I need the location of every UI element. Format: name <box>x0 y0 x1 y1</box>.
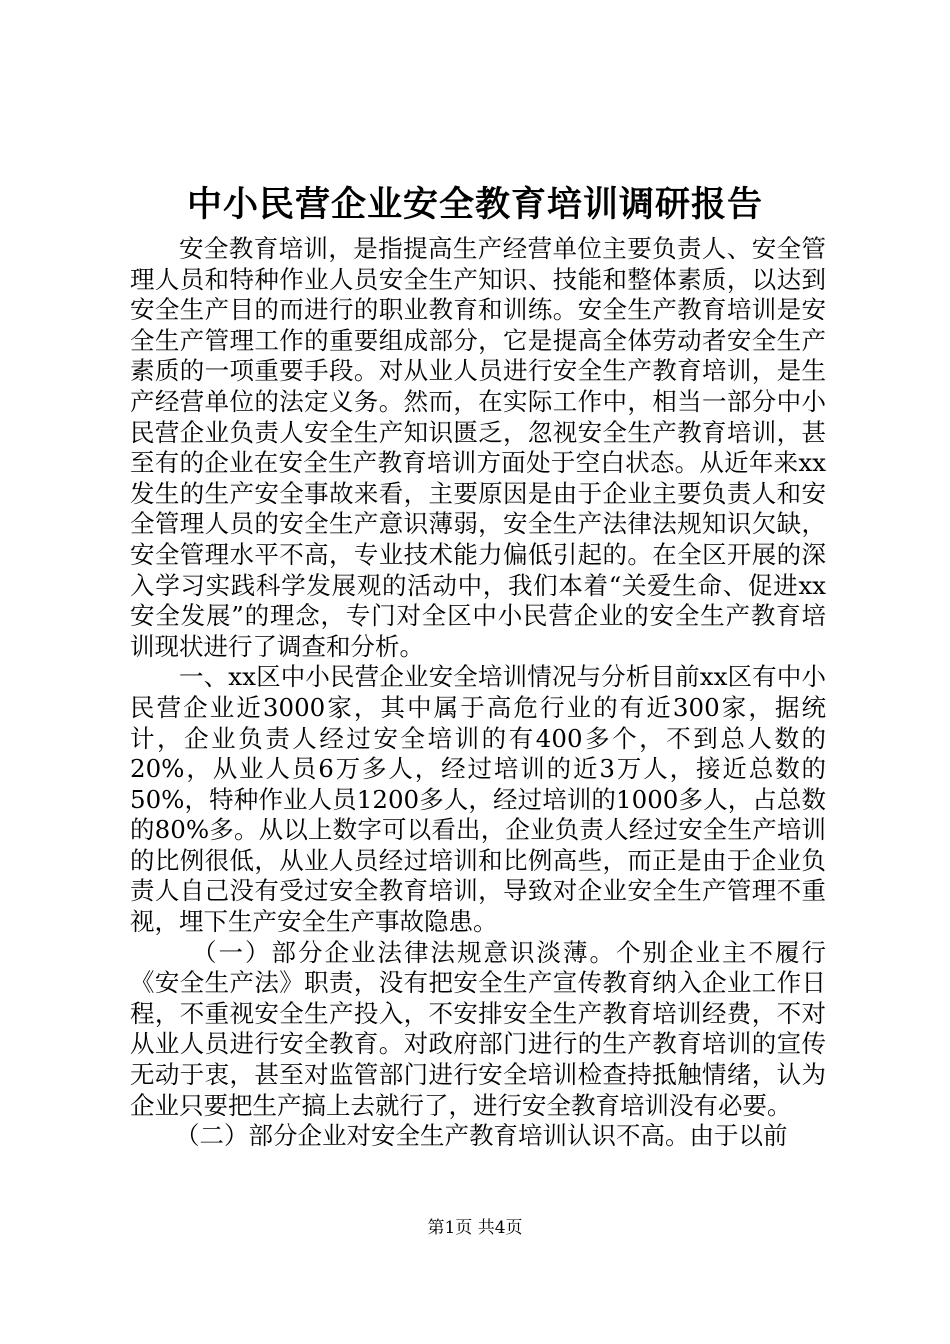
paragraph-section-1: 一、xx区中小民营企业安全培训情况与分析目前xx区有中小民营企业近3000家，其中属于高危行业的有近300家，据统计，企业负责人经过安全培训的有400多个，不到总人数的20%，从业人员6万多人，经过培训的近3万人，接近总数的50%，特种作业人员1200多人，经过培训的1000多人，占总数的80%多。从以上数字可以看出，企业负责人经过安全生产培训的比例很低，从业人员经过培训和比例高些，而正是由于企业负责人自己没有受过安全教育培训，导致对企业安全生产管理不重视，埋下生产安全生产事故隐患。 <box>130 662 826 937</box>
paragraph-subsection-2: （二）部分企业对安全生产教育培训认识不高。由于以前 <box>175 1121 788 1151</box>
document-title: 中小民营企业安全教育培训调研报告 <box>186 184 763 225</box>
paragraph-subsection-1: （一）部分企业法律法规意识淡薄。个别企业主不履行《安全生产法》职责，没有把安全生产宣传教育纳入企业工作日程，不重视安全生产投入，不安排安全生产教育培训经费，不对从业人员进行安全教育。对政府部门进行的生产教育培训的宣传无动于衷，甚至对监管部门进行安全培训检查持抵触情绪，认为企业只要把生产搞上去就行了，进行安全教育培训没有必要。 <box>130 937 826 1120</box>
paragraph-intro: 安全教育培训，是指提高生产经营单位主要负责人、安全管理人员和特种作业人员安全生产知识、技能和整体素质，以达到安全生产目的而进行的职业教育和训练。安全生产教育培训是安全生产管理工作的重要组成部分，它是提高全体劳动者安全生产素质的一项重要手段。对从业人员进行安全生产教育培训，是生产经营单位的法定义务。然而，在实际工作中，相当一部分中小民营企业负责人安全生产知识匮乏，忽视安全生产教育培训，甚至有的企业在安全生产教育培训方面处于空白状态。从近年来xx发生的生产安全事故来看，主要原因是由于企业主要负责人和安全管理人员的安全生产意识薄弱，安全生产法律法规知识欠缺，安全管理水平不高，专业技术能力偏低引起的。在全区开展的深入学习实践科学发展观的活动中，我们本着“关爱生命、促进xx安全发展”的理念，专门对全区中小民营企业的安全生产教育培训现状进行了调查和分析。 <box>130 234 826 661</box>
page-footer: 第1页 共4页 <box>427 1218 523 1238</box>
document-body <box>130 234 826 1152</box>
